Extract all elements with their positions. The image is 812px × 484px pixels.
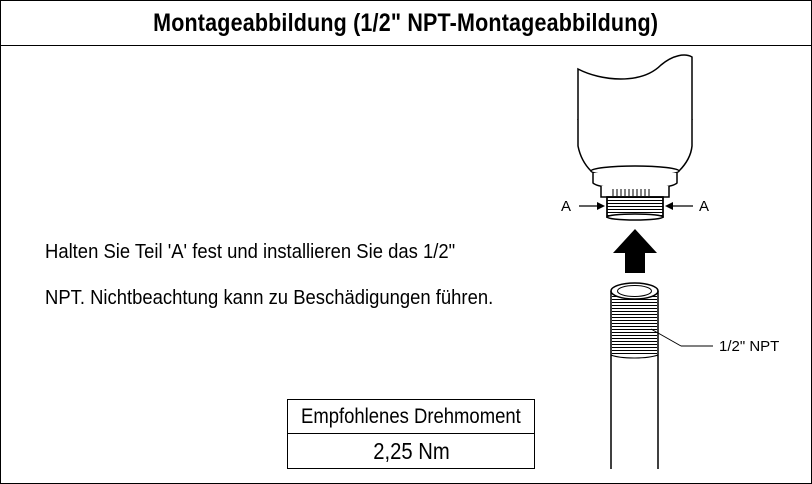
sensor-housing bbox=[578, 55, 692, 220]
page-title: Montageabbildung (1/2" NPT-Montageabbildung) bbox=[153, 8, 659, 37]
part-a-right-label: A bbox=[699, 198, 710, 215]
sensor-body bbox=[578, 119, 692, 171]
torque-value: 2,25 Nm bbox=[372, 437, 450, 464]
instruction-line-1: Halten Sie Teil 'A' fest und installieren Sie das 1/2" bbox=[45, 240, 456, 263]
part-a-right-arrow bbox=[665, 202, 693, 210]
npt-pipe bbox=[611, 283, 658, 469]
pipe-label: 1/2" NPT bbox=[719, 338, 780, 355]
sensor-cap bbox=[578, 55, 692, 128]
instruction-line-2: NPT. Nichtbeachtung kann zu Beschädigungen führen. bbox=[45, 286, 494, 309]
install-direction-arrow bbox=[613, 229, 657, 273]
part-a-left-label: A bbox=[561, 198, 572, 215]
torque-label: Empfohlenes Drehmoment bbox=[288, 400, 534, 434]
mounting-diagram bbox=[1, 1, 811, 483]
pipe-thread bbox=[612, 293, 657, 355]
part-a-left-arrow bbox=[579, 202, 605, 210]
hex-nut bbox=[601, 186, 669, 197]
